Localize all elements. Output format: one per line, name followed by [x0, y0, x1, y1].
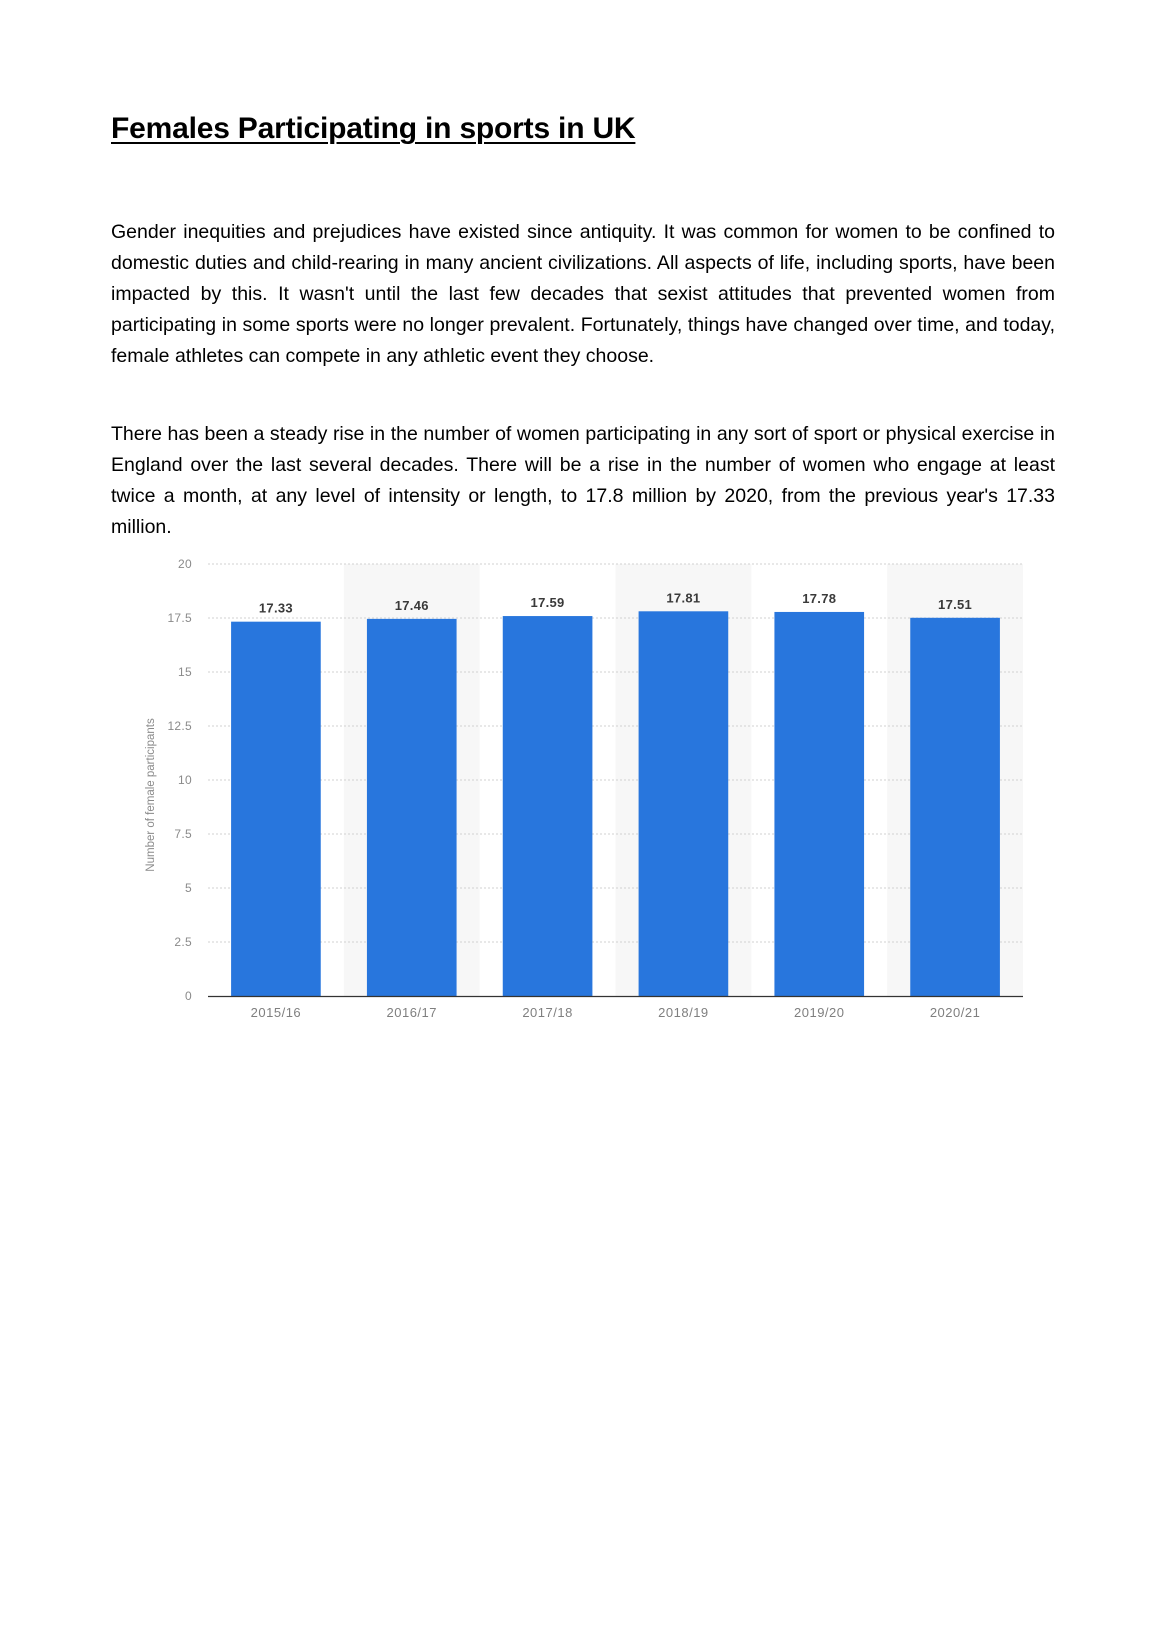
y-tick-label: 20	[178, 557, 192, 571]
y-tick-label: 12.5	[167, 719, 192, 733]
page-title: Females Participating in sports in UK	[111, 112, 636, 145]
bar-value-label: 17.46	[394, 597, 429, 613]
bar-2015-16	[231, 622, 321, 996]
bar-value-label: 17.51	[938, 596, 973, 612]
x-tick-label: 2020/21	[929, 1005, 981, 1020]
x-tick-label: 2019/20	[794, 1005, 845, 1020]
y-tick-label: 5	[185, 881, 192, 895]
y-tick-label: 0	[185, 989, 192, 1003]
x-tick-label: 2017/18	[522, 1005, 573, 1020]
bar-2019-20	[774, 612, 864, 996]
y-tick-label: 15	[178, 665, 192, 679]
bar-value-label: 17.81	[666, 590, 701, 606]
paragraph-intro: Gender inequities and prejudices have existed since antiquity. It was common for women to be confined to domestic duties and child-rearing in many ancient civilizations. All aspects of life, including sports, have been impacted by this. It wasn't until the last few decades that sexist attitudes that prevented women from participating in some sports were no longer prevalent. Fortunately, things have changed over time, and today, female athletes can compete in any athletic event they choose.	[111, 221, 1055, 367]
bar-2020-21	[910, 618, 1000, 996]
y-axis-title: Number of female participants	[145, 718, 157, 872]
bar-value-label: 17.33	[258, 600, 293, 616]
y-tick-label: 7.5	[174, 827, 192, 841]
paragraph-participation: There has been a steady rise in the number of women participating in any sort of sport or physical exercise in England over the last several decades. There will be a rise in the number of women who engage at least twice a month, at any level of intensity or length, to 17.8 million by 2020, from the previous year's 17.33 million.	[111, 423, 1055, 538]
x-tick-label: 2015/16	[250, 1005, 302, 1020]
x-tick-label: 2018/19	[658, 1005, 709, 1020]
chart-canvas	[143, 556, 1025, 1036]
bar-2017-18	[503, 616, 593, 996]
bar-value-label: 17.59	[530, 595, 565, 611]
bar-2018-19	[639, 611, 729, 996]
bar-value-label: 17.78	[802, 590, 837, 606]
x-tick-label: 2016/17	[386, 1005, 437, 1020]
participation-bar-chart	[143, 556, 1025, 1036]
y-tick-label: 2.5	[174, 935, 192, 949]
bar-2016-17	[367, 619, 457, 996]
y-tick-label: 17.5	[167, 611, 192, 625]
y-tick-label: 10	[178, 773, 192, 787]
